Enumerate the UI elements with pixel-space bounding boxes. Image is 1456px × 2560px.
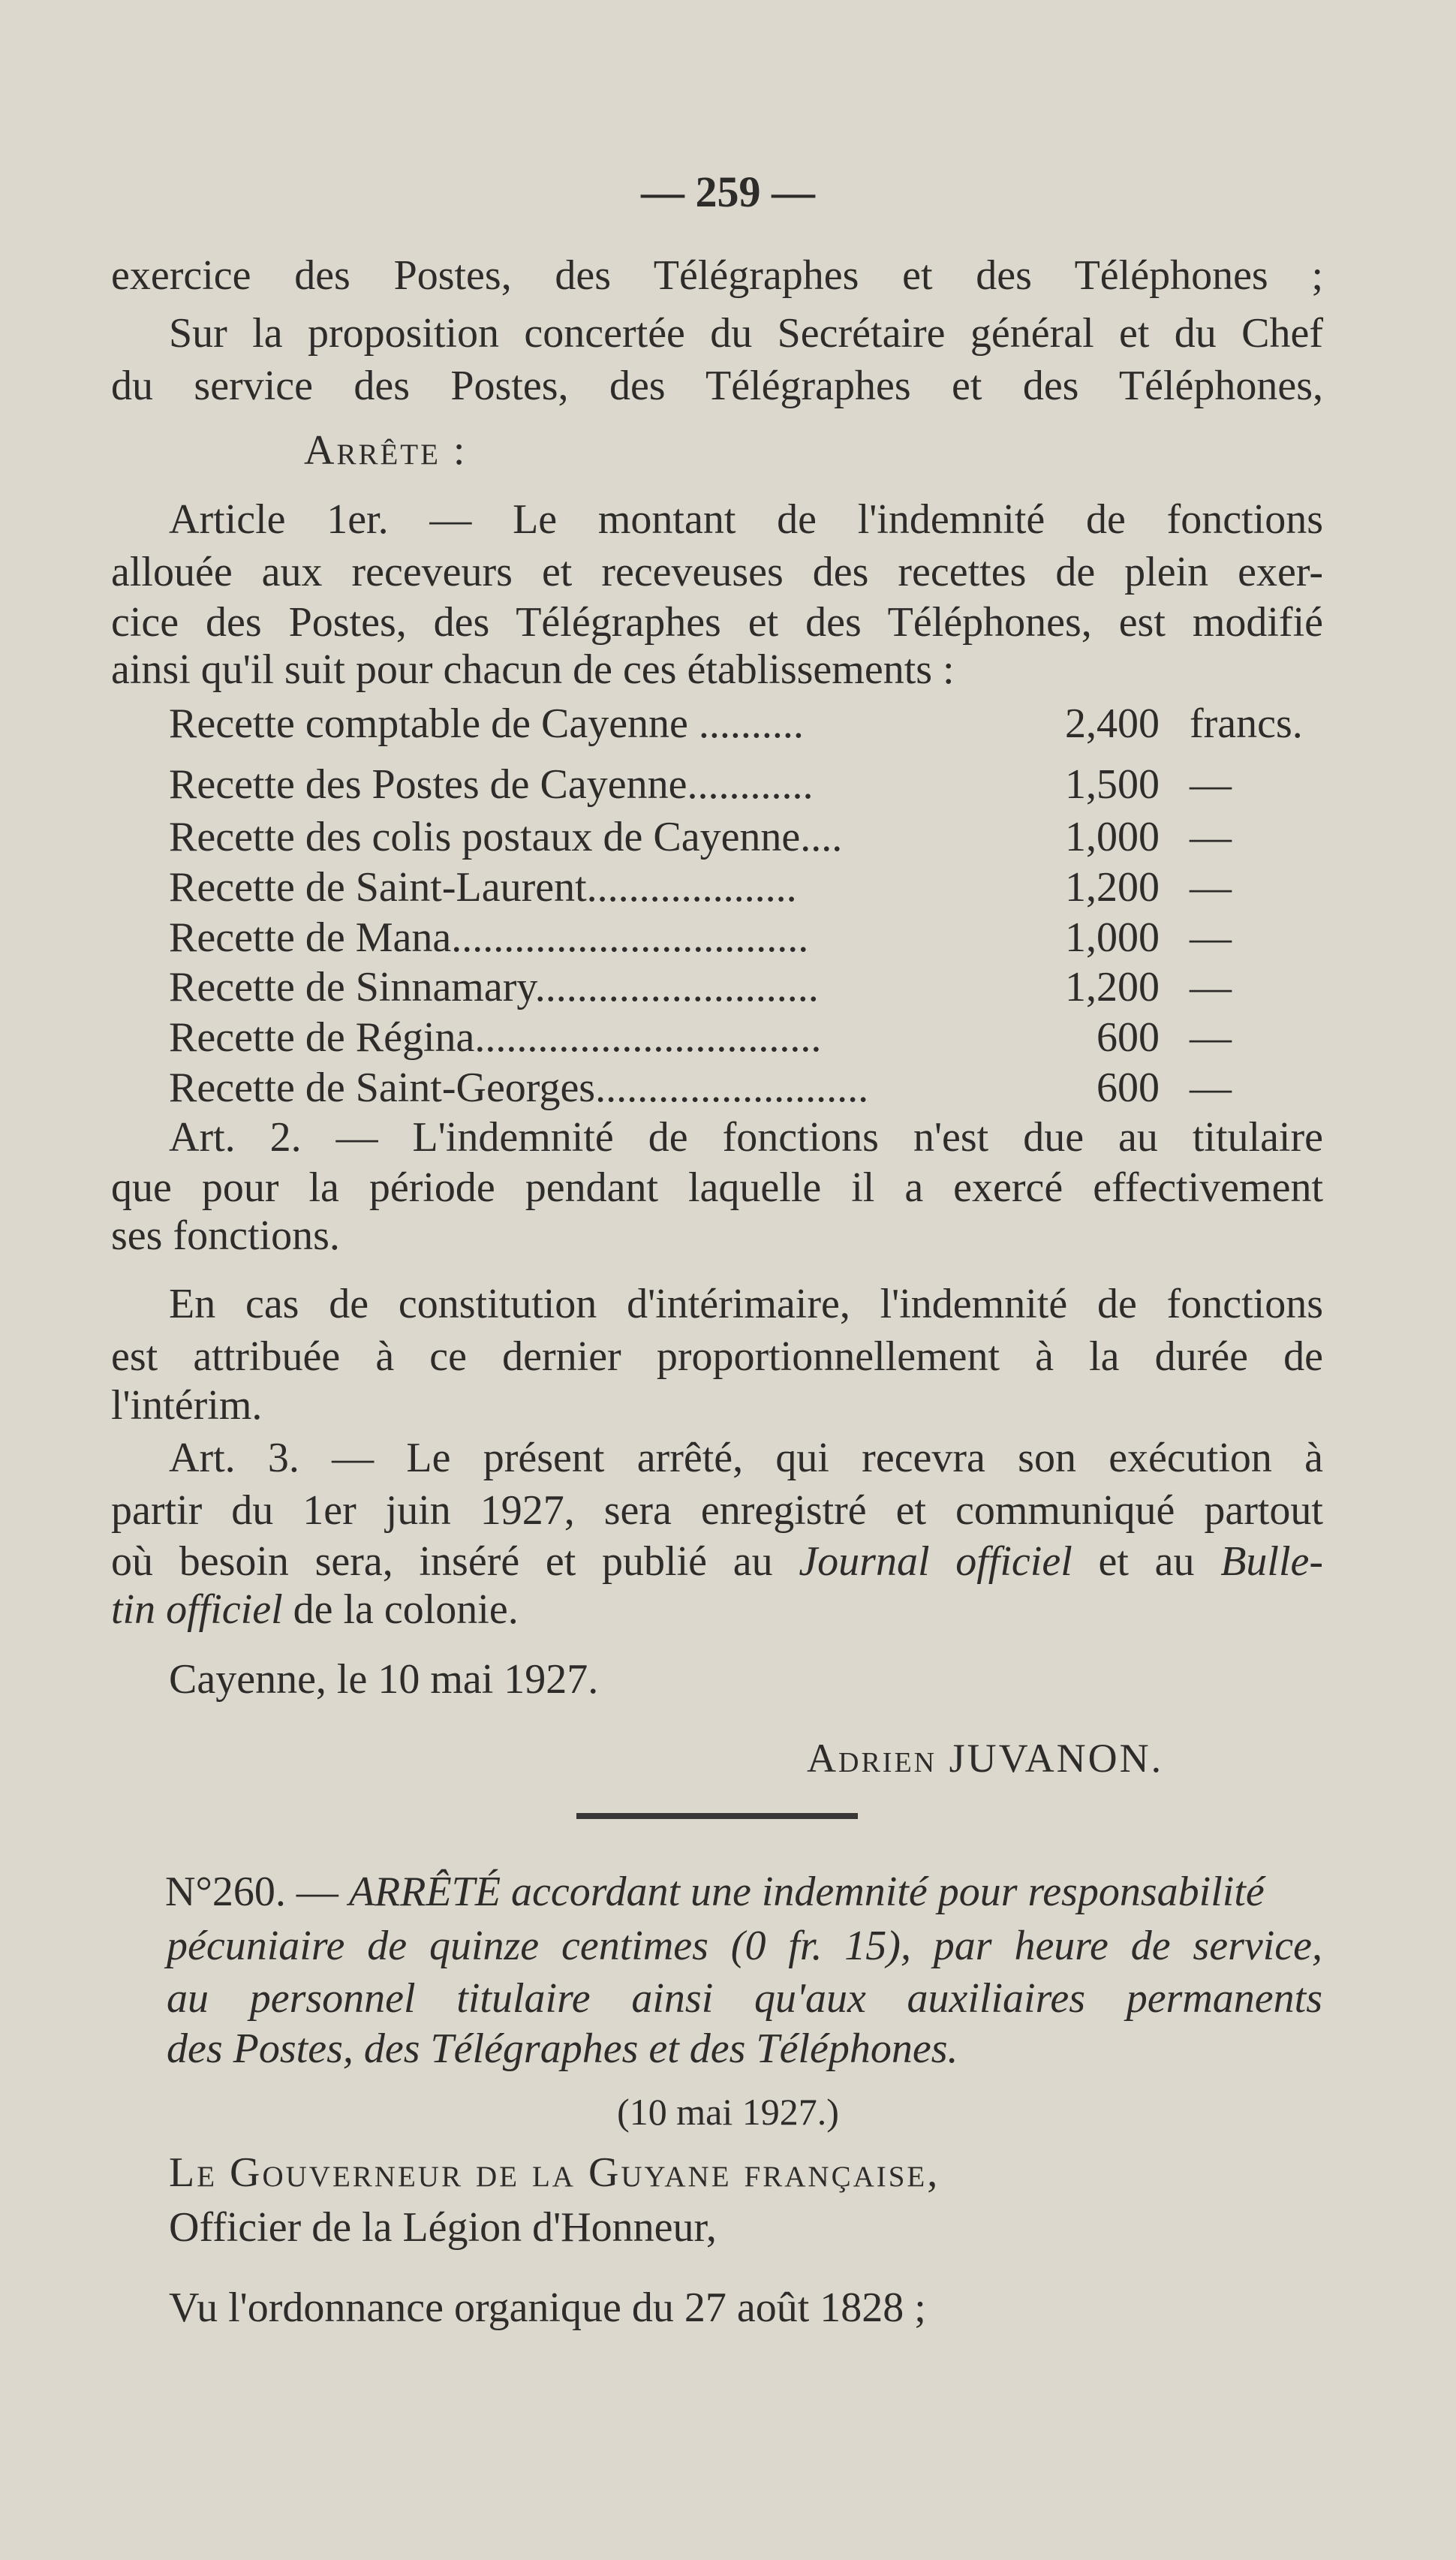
rate-unit: —	[1190, 964, 1232, 1010]
text-line: Art. 3. — Le présent arrêté, qui recevra son exécution à	[169, 1435, 1323, 1481]
text-line: que pour la période pendant laquelle il a exercé effectivement	[111, 1164, 1323, 1211]
text-line	[111, 1538, 1323, 1586]
governor-line	[169, 2149, 1323, 2197]
rate-label: Recette de Sinnamary...........................	[169, 964, 819, 1010]
text-line: est attribuée à ce dernier proportionnellement à la durée de	[111, 1333, 1323, 1380]
rate-amount: 600	[1097, 1014, 1160, 1061]
rate-amount: 1,000	[1065, 814, 1160, 860]
text-span: et au	[1072, 1538, 1221, 1585]
text-line	[111, 1586, 1323, 1634]
text-line: allouée aux receveurs et receveuses des recettes de plein exer-	[111, 549, 1323, 595]
rate-unit: —	[1190, 914, 1232, 961]
arrete-heading: Arrête :	[304, 427, 468, 474]
rate-amount: 1,200	[1065, 964, 1160, 1010]
next-title-line	[165, 1868, 1319, 1916]
text-line: cice des Postes, des Télégraphes et des Téléphones, est modifié	[111, 599, 1323, 646]
text-span: de la colonie.	[282, 1586, 519, 1633]
governor-title: Le Gouverneur de la Guyane française,	[169, 2149, 940, 2196]
text-line: ainsi qu'il suit pour chacun de ces établissements :	[111, 646, 955, 693]
journal-officiel-italic: Journal officiel	[799, 1538, 1072, 1585]
text-line: partir du 1er juin 1927, sera enregistré et communiqué partout	[111, 1487, 1323, 1534]
rate-amount: 2,400	[1065, 700, 1160, 747]
decree-title: ARRÊTÉ accordant une indemnité pour responsabilité	[348, 1869, 1265, 1915]
text-line: En cas de constitution d'intérimaire, l'indemnité de fonctions	[169, 1281, 1323, 1327]
rate-unit: francs.	[1190, 700, 1303, 747]
closing-line: Vu l'ordonnance organique du 27 août 1828 ;	[169, 2284, 926, 2331]
text-span: où besoin sera, inséré et publié au	[111, 1538, 799, 1585]
text-line: l'intérim.	[111, 1382, 263, 1429]
rate-unit: —	[1190, 761, 1232, 808]
rate-amount: 600	[1097, 1065, 1160, 1111]
rate-amount: 1,500	[1065, 761, 1160, 808]
bulletin-officiel-italic: tin officiel	[111, 1586, 283, 1633]
text-line: ses fonctions.	[111, 1212, 340, 1259]
text-line: Article 1er. — Le montant de l'indemnité de fonctions	[169, 496, 1323, 543]
rate-amount: 1,000	[1065, 914, 1160, 961]
rate-label: Recette de Mana..................................	[169, 914, 809, 961]
rate-unit: —	[1190, 1014, 1232, 1061]
rate-label: Recette des colis postaux de Cayenne....	[169, 814, 843, 860]
text-line: exercice des Postes, des Télégraphes et des Téléphones ;	[111, 252, 1323, 299]
rate-label: Recette comptable de Cayenne ..........	[169, 700, 804, 747]
rate-amount: 1,200	[1065, 864, 1160, 911]
rate-unit: —	[1190, 814, 1232, 860]
rate-unit: —	[1190, 864, 1232, 911]
text-line: Art. 2. — L'indemnité de fonctions n'est due au titulaire	[169, 1114, 1323, 1161]
rate-label: Recette des Postes de Cayenne............	[169, 761, 814, 808]
rate-unit: —	[1190, 1065, 1232, 1111]
text-line: du service des Postes, des Télégraphes et des Téléphones,	[111, 363, 1323, 409]
decree-date: (10 mai 1927.)	[617, 2091, 839, 2133]
bulletin-italic: Bulle-	[1220, 1538, 1324, 1585]
next-title-line: pécuniaire de quinze centimes (0 fr. 15), par heure de service,	[167, 1923, 1322, 1969]
rate-label: Recette de Saint-Georges..........................	[169, 1065, 869, 1111]
closing-line: Officier de la Légion d'Honneur,	[169, 2204, 717, 2251]
section-rule	[576, 1813, 858, 1819]
decree-number: N°260. —	[165, 1869, 349, 1915]
rate-label: Recette de Saint-Laurent....................	[169, 864, 797, 911]
next-title-line: au personnel titulaire ainsi qu'aux auxiliaires permanents	[167, 1975, 1322, 2022]
rate-label: Recette de Régina.................................	[169, 1014, 822, 1061]
text-line: Sur la proposition concertée du Secrétaire général et du Chef	[169, 310, 1323, 357]
next-title-line: des Postes, des Télégraphes et des Téléphones.	[167, 2025, 958, 2072]
page-number: — 259 —	[641, 167, 815, 216]
place-date: Cayenne, le 10 mai 1927.	[169, 1656, 599, 1703]
signature: Adrien JUVANON.	[807, 1736, 1164, 1781]
